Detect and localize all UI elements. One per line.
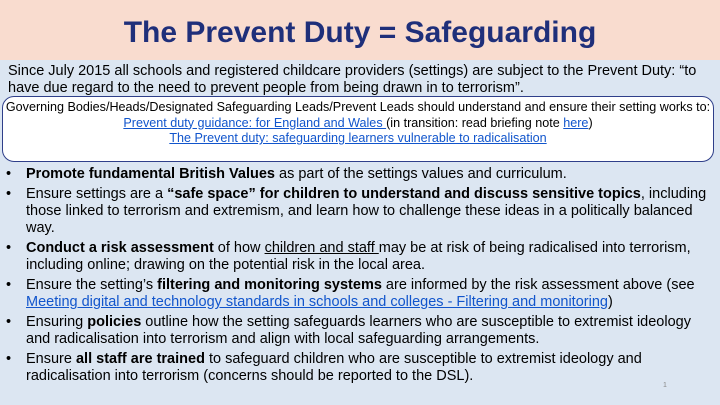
bullet-bold-text: Conduct a risk assessment: [26, 240, 214, 256]
bullet-bold-text: Promote fundamental British Values: [26, 166, 275, 182]
duty-bullet-list: [6, 166, 714, 388]
list-item: [6, 166, 714, 183]
bullet-bold-text: “safe space” for children to understand and discuss sensitive topics: [167, 186, 641, 202]
list-item: [6, 314, 714, 348]
bullet-icon: •: [6, 351, 12, 367]
page-title: The Prevent Duty = Safeguarding: [123, 16, 597, 49]
briefing-note-here-link[interactable]: here: [563, 115, 589, 130]
list-item: [6, 277, 714, 311]
prevent-duty-guidance-link[interactable]: Prevent duty guidance: for England and Wales: [123, 115, 387, 130]
bullet-text: Ensuring: [26, 314, 88, 330]
bullet-underlined-text: children and staff: [264, 240, 379, 256]
filtering-monitoring-standards-link[interactable]: Meeting digital and technology standards in schools and colleges - Filtering and monitoring: [26, 294, 608, 310]
guidance-box-text: Governing Bodies/Heads/Designated Safeguarding Leads/Prevent Leads should understand and ensure their setting works to:: [5, 100, 711, 114]
bullet-icon: •: [6, 186, 12, 202]
list-item: [6, 240, 714, 274]
bullet-text: , including those linked to terrorism and extremism, and learn how to challenge these ideas in a politically balanced way.: [26, 186, 707, 236]
page-number: 1: [663, 382, 667, 389]
intro-paragraph: Since July 2015 all schools and registered childcare providers (settings) are subject to the Prevent Duty: “to have due regard to the need to prevent people from being drawn in to terrorism”.: [8, 63, 697, 96]
bullet-icon: •: [6, 240, 12, 256]
bullet-icon: •: [6, 277, 12, 293]
safeguarding-learners-link[interactable]: The Prevent duty: safeguarding learners vulnerable to radicalisation: [169, 131, 547, 145]
bullet-text: outline how the setting safeguards learners who are susceptible to extremist ideology and radicalisation into terrorism and align with local safeguarding arrangements.: [26, 314, 691, 347]
bullet-text: ): [607, 294, 613, 310]
bullet-icon: •: [6, 166, 12, 182]
bullet-bold-text: policies: [87, 314, 142, 330]
list-item: [6, 186, 714, 237]
bullet-text: Ensure: [26, 351, 76, 367]
bullet-bold-text: all staff are trained: [75, 351, 205, 367]
bullet-text: Ensure settings are a: [26, 186, 168, 202]
transition-note-text: (in transition: read briefing note: [386, 115, 564, 130]
transition-note-close: ): [588, 115, 593, 130]
bullet-bold-text: filtering and monitoring systems: [157, 277, 382, 293]
bullet-text: may be at risk of being radicalised into terrorism, including online; drawing on the potential risk in the local area.: [26, 240, 691, 273]
list-item: [6, 351, 714, 385]
guidance-box-links-line: [3, 116, 713, 132]
bullet-text: to safeguard children who are susceptible to extremist ideology and radicalisation into terrorism (concerns should be reported to the DSL).: [26, 351, 642, 384]
bullet-text: of how: [213, 240, 265, 256]
guidance-box: [2, 96, 714, 162]
bullet-icon: •: [6, 314, 12, 330]
bullet-text: are informed by the risk assessment above (see: [381, 277, 695, 293]
bullet-text: as part of the settings values and curriculum.: [274, 166, 567, 182]
bullet-text: Ensure the setting’s: [26, 277, 158, 293]
